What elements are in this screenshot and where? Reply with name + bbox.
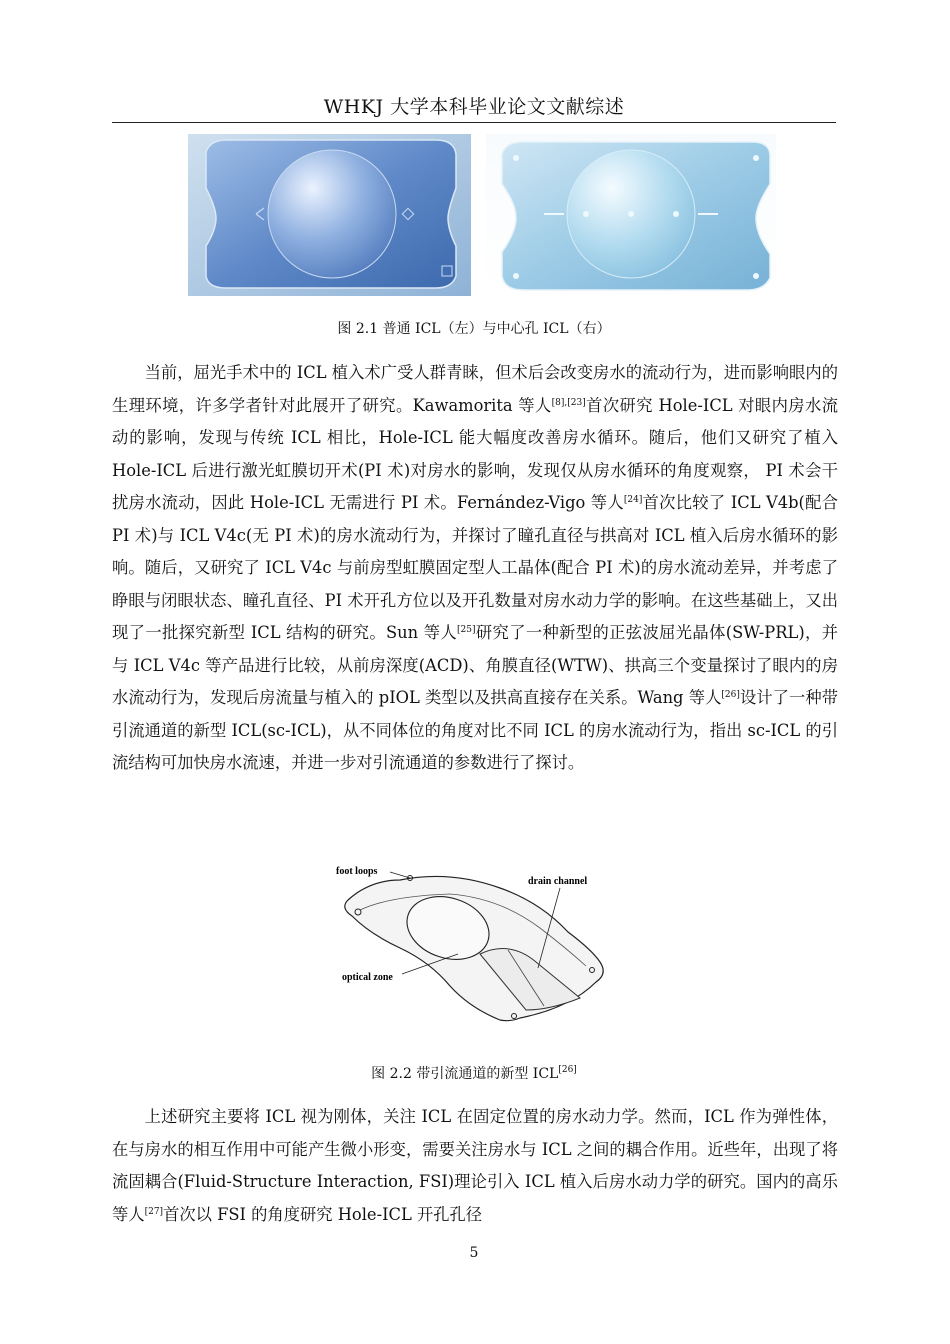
figure-2-caption	[112, 1063, 836, 1083]
page-number: 5	[469, 1245, 479, 1261]
figure-1-caption: 图 2.1 普通 ICL（左）与中心孔 ICL（右）	[337, 321, 611, 337]
paragraph-1-text	[112, 357, 838, 780]
label-drain-channel: drain channel	[528, 876, 588, 887]
paragraph-1	[112, 357, 838, 780]
paragraph-2-text	[112, 1101, 838, 1231]
text-run: 首次研究 Hole-ICL 对眼内房水流动的影响，发现与传统 ICL 相比，Hole-ICL 能大幅度改善房水循环。随后，他们又研究了植入 Hole-ICL 后进行激光虹膜切开术(PI 术)对房水的影响，发现仅从房水循环的角度观察， PI 术会干扰房水流动，因此 Hole-ICL 无需进行 PI 术。Fernández-Vigo 等人	[112, 395, 838, 512]
citation: [26]	[721, 690, 740, 700]
paragraph-2	[112, 1101, 838, 1231]
page-header-title: WHKJ 大学本科毕业论文文献综述	[323, 96, 625, 118]
text-run: 首次比较了 ICL V4b(配合 PI 术)与 ICL V4c(无 PI 术)的房水流动行为，并探讨了瞳孔直径与拱高对 ICL 植入后房水循环的影响。随后，又研究了 ICL V4c 与前房型虹膜固定型人工晶体(配合 PI 术)的房水流动差异，并考虑了睁眼与闭眼状态、瞳孔直径、PI 术开孔方位以及开孔数量对房水动力学的影响。在这些基础上，又出现了一批探究新型 ICL 结构的研究。Sun 等人	[112, 493, 838, 642]
citation: [27]	[144, 1206, 164, 1217]
text-run: 研究了一种新型的正弦波屈光晶体(SW-PRL)，并与 ICL V4c 等产品进行比较，从前房深度(ACD)、角膜直径(WTW)、拱高三个变量探讨了眼内的房水流动行为，发现后房流量与植入的 pIOL 类型以及拱高直接存在关系。Wang 等人	[112, 623, 838, 707]
citation: [24]	[623, 495, 643, 505]
citation: [26]	[558, 1065, 577, 1075]
text-run: 首次以 FSI 的角度研究 Hole-ICL 开孔孔径	[163, 1204, 483, 1224]
figure-sc-icl-diagram	[330, 858, 615, 1034]
header-rule	[112, 122, 836, 123]
citation: [8],[23]	[551, 397, 586, 408]
label-foot-loops: foot loops	[336, 866, 378, 877]
label-optical-zone: optical zone	[342, 972, 393, 983]
figure-2-caption-text: 图 2.2 带引流通道的新型 ICL	[371, 1066, 559, 1082]
text-run: 设计了一种带引流通道的新型 ICL(sc-ICL)，从不同体位的角度对比不同 ICL 的房水流动行为，指出 sc-ICL 的引流结构可加快房水流速，并进一步对引流通道的参数进行了探讨。	[112, 688, 838, 772]
text-run: 上述研究主要将 ICL 视为刚体，关注 ICL 在固定位置的房水动力学。然而，ICL 作为弹性体，在与房水的相互作用中可能产生微小形变，需要关注房水与 ICL 之间的耦合作用。近些年，出现了将流固耦合(Fluid-Structure Interaction, FSI)理论引入 ICL 植入后房水动力学的研究。国内的高乐等人	[112, 1107, 838, 1224]
citation: [25]	[457, 625, 476, 635]
figure-icl-photos	[186, 130, 776, 298]
text-run: 当前，屈光手术中的 ICL 植入术广受人群青睐，但术后会改变房水的流动行为，进而影响眼内的生理环境，许多学者针对此展开了研究。Kawamorita 等人	[112, 363, 838, 415]
